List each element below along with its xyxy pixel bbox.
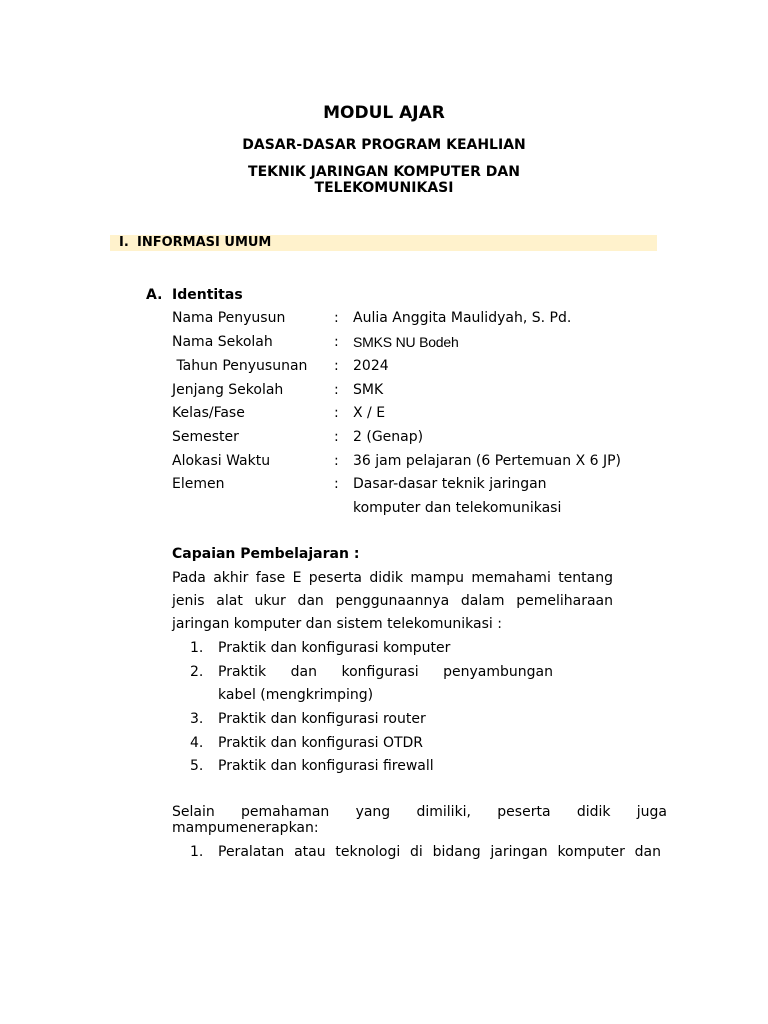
section-number: I. (119, 235, 129, 250)
capaian-heading: Capaian Pembelajaran : (172, 546, 360, 562)
row-colon: : (334, 476, 339, 492)
document-title: MODUL AJAR (323, 103, 445, 123)
row-label: Semester (172, 429, 239, 445)
row-label: Nama Sekolah (172, 334, 273, 350)
list-text: Praktik dan konfigurasi router (218, 711, 426, 727)
list-text: Peralatan atau teknologi di bidang jaringan komputer dan (218, 844, 661, 860)
capaian-paragraph-line: Pada akhir fase E peserta didik mampu memahami tentang (172, 570, 613, 586)
capaian-paragraph-line: jenis alat ukur dan penggunaannya dalam pemeliharaan (172, 593, 613, 609)
row-colon: : (334, 382, 339, 398)
row-label: Elemen (172, 476, 225, 492)
selain-paragraph-line: Selain pemahaman yang dimiliki, peserta didik juga (172, 804, 667, 820)
identitas-heading: Identitas (172, 287, 243, 303)
row-value: 2 (Genap) (353, 429, 424, 445)
row-label: Jenjang Sekolah (172, 382, 284, 398)
list-text: Praktik dan konfigurasi komputer (218, 640, 451, 656)
list-number: 2. (190, 664, 204, 680)
list-number: 4. (190, 735, 204, 751)
row-value: Aulia Anggita Maulidyah, S. Pd. (353, 310, 572, 326)
list-number: 1. (190, 640, 204, 656)
row-value-continued: komputer dan telekomunikasi (353, 500, 562, 516)
identitas-letter: A. (146, 287, 163, 303)
row-label: Nama Penyusun (172, 310, 286, 326)
row-label: Tahun Penyusunan (172, 358, 308, 374)
list-text: Praktik dan konfigurasi penyambungan (218, 664, 553, 680)
row-label: Alokasi Waktu (172, 453, 271, 469)
list-number: 3. (190, 711, 204, 727)
document-subtitle-program: DASAR-DASAR PROGRAM KEAHLIAN (242, 137, 526, 153)
row-value: SMK (353, 382, 384, 398)
row-value: X / E (353, 405, 386, 421)
section-label: INFORMASI UMUM (137, 235, 272, 250)
row-colon: : (334, 334, 339, 350)
list-text-continued: kabel (mengkrimping) (218, 687, 374, 703)
capaian-paragraph-line: jaringan komputer dan sistem telekomunikasi : (172, 616, 502, 632)
row-value: Dasar-dasar teknik jaringan (353, 476, 547, 492)
row-value: 2024 (353, 358, 389, 374)
row-colon: : (334, 358, 339, 374)
row-colon: : (334, 453, 339, 469)
row-colon: : (334, 405, 339, 421)
row-colon: : (334, 310, 339, 326)
document-subtitle-field: TEKNIK JARINGAN KOMPUTER DAN TELEKOMUNIKASI (248, 164, 520, 196)
row-colon: : (334, 429, 339, 445)
section-heading-informasi-umum (110, 235, 657, 251)
list-text: Praktik dan konfigurasi OTDR (218, 735, 424, 751)
selain-paragraph-line: mampumenerapkan: (172, 820, 319, 836)
list-number: 5. (190, 758, 204, 774)
list-number: 1. (190, 844, 204, 860)
list-text: Praktik dan konfigurasi firewall (218, 758, 434, 774)
row-label: Kelas/Fase (172, 405, 245, 421)
row-value: 36 jam pelajaran (6 Pertemuan X 6 JP) (353, 453, 621, 469)
row-value: SMKS NU Bodeh (353, 334, 459, 350)
